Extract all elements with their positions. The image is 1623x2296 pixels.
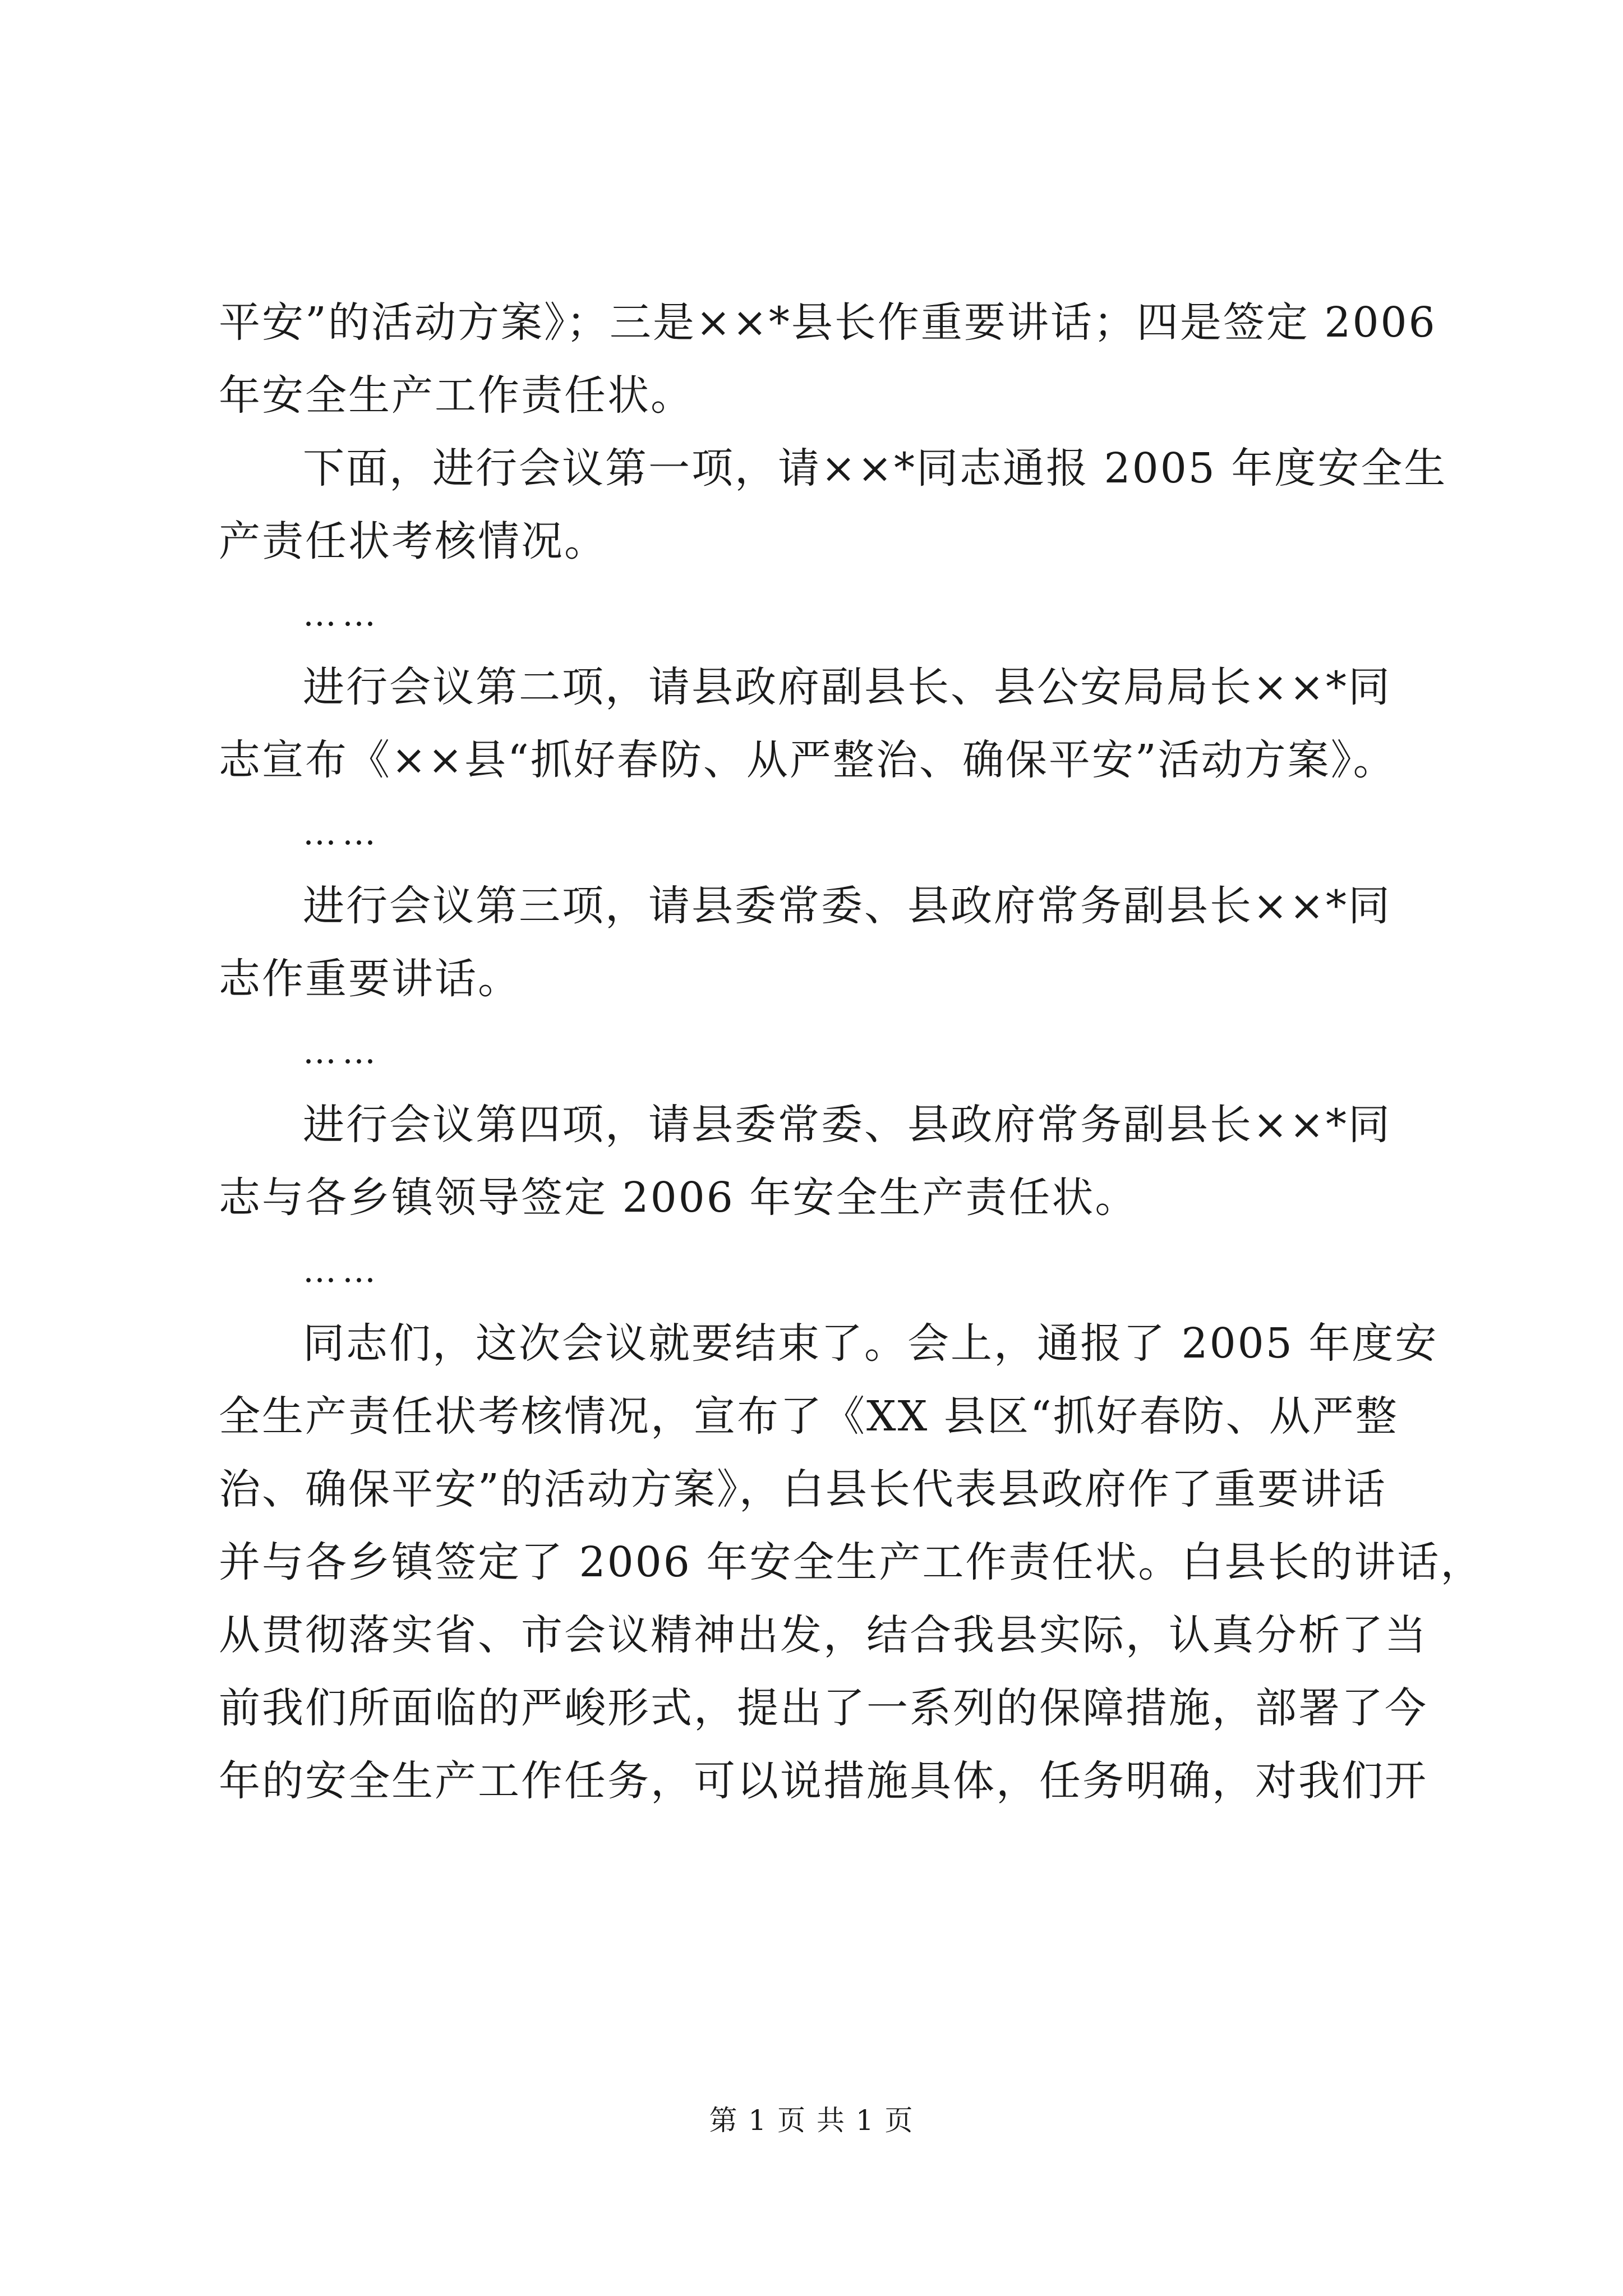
ellipsis-line: …… xyxy=(303,1251,381,1290)
text-line: 从贯彻落实省、市会议精神出发，结合我县实际，认真分析了当 xyxy=(219,1611,1428,1659)
text-line: 同志们，这次会议就要结束了。会上，通报了 2005 年度安 xyxy=(303,1319,1438,1368)
text-line: 并与各乡镇签定了 2006 年安全生产工作责任状。白县长的讲话， xyxy=(219,1538,1484,1586)
text-line: 全生产责任状考核情况，宣布了《XX 县区“抓好春防、从严整 xyxy=(219,1392,1399,1441)
document-body xyxy=(219,286,1484,1818)
text-line: 进行会议第二项，请县政府副县长、县公安局局长××*同 xyxy=(303,663,1392,711)
text-line: 志与各乡镇领导签定 2006 年安全生产责任状。 xyxy=(219,1174,1138,1222)
text-line: 治、确保平安”的活动方案》，白县长代表县政府作了重要讲话 xyxy=(219,1465,1387,1513)
text-line: 前我们所面临的严峻形式，提出了一系列的保障措施，部署了今 xyxy=(219,1684,1428,1732)
text-line: 平安”的活动方案》；三是××*县长作重要讲话；四是签定 2006 xyxy=(219,298,1437,347)
text-line: 进行会议第四项，请县委常委、县政府常务副县长××*同 xyxy=(303,1101,1392,1149)
text-line: 年的安全生产工作任务，可以说措施具体，任务明确，对我们开 xyxy=(219,1757,1428,1805)
ellipsis-line: …… xyxy=(303,813,381,853)
ellipsis-line: …… xyxy=(303,595,381,634)
ellipsis-line: …… xyxy=(303,1032,381,1071)
text-line: 下面，进行会议第一项，请××*同志通报 2005 年度安全生 xyxy=(303,444,1447,493)
text-line: 进行会议第三项，请县委常委、县政府常务副县长××*同 xyxy=(303,882,1392,930)
page-footer: 第 1 页 共 1 页 xyxy=(709,2104,914,2137)
text-line: 志作重要讲话。 xyxy=(219,955,521,1003)
text-line: 志宣布《××县“抓好春防、从严整治、确保平安”活动方案》。 xyxy=(219,736,1396,784)
text-line: 产责任状考核情况。 xyxy=(219,517,607,565)
text-line: 年安全生产工作责任状。 xyxy=(219,371,694,420)
